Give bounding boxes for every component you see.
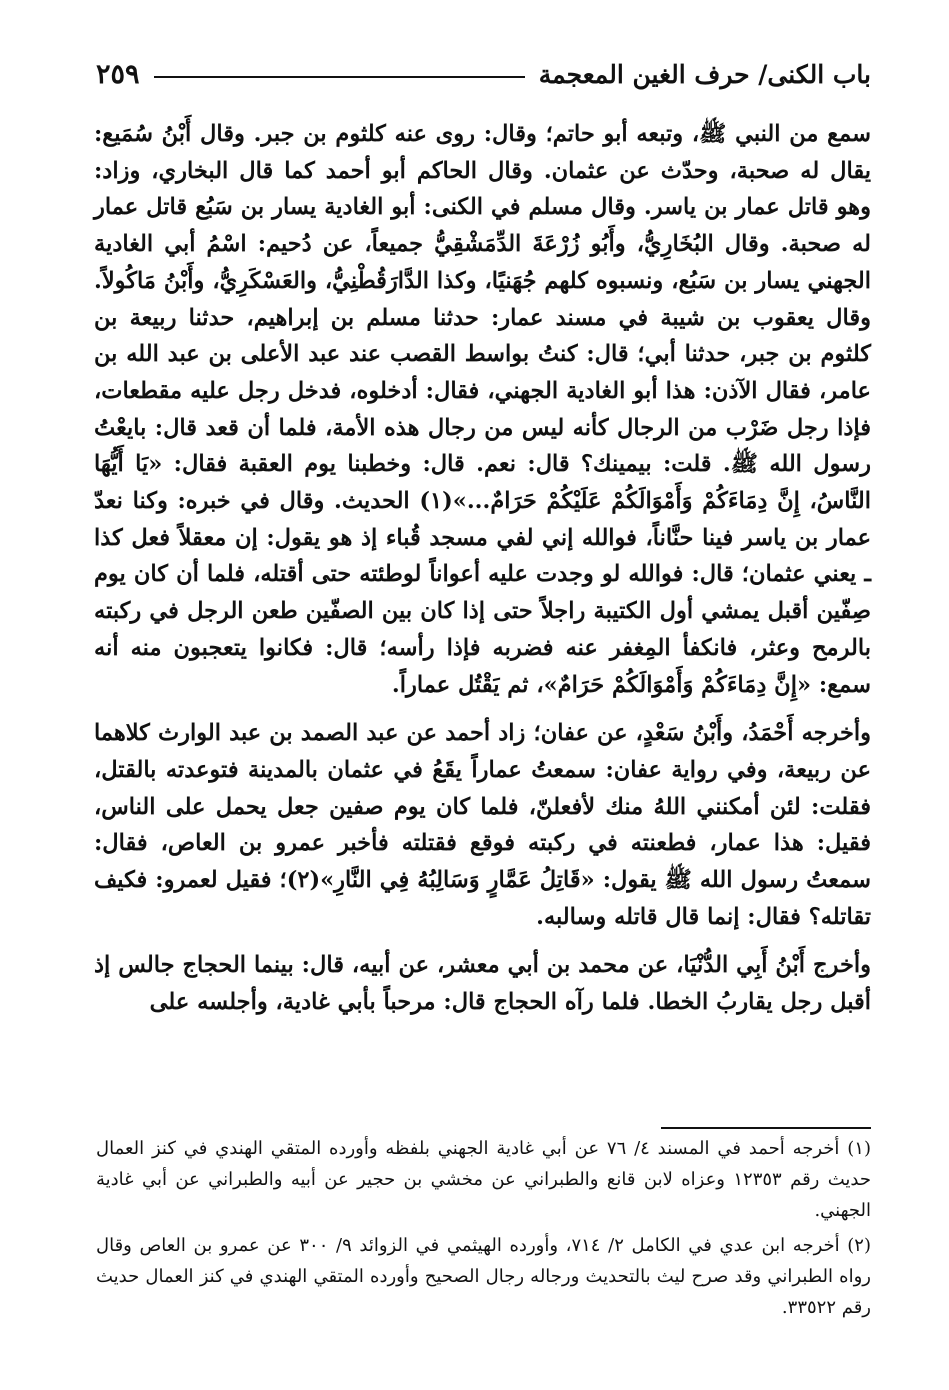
footnote-2: (٢) أخرجه ابن عدي في الكامل ٢/ ٧١٤، وأورده الهيثمي في الزوائد ٩/ ٣٠٠ عن عمرو بن العاص وقال رواه الطبراني وقد صرح ليث بالتحديث ورجاله رجال الصحيح وأورده المتقي الهندي في كنز العمال حديث رقم ٣٣٥٢٢. bbox=[96, 1235, 871, 1318]
paragraph-2: وأخرجه أَحْمَدُ، وأَبْنُ سَعْدٍ، عن عفان؛ زاد أحمد عن عبد الصمد بن عبد الوارث كلاهما عن ربيعة، وفي رواية عفان: سمعتُ عماراً يقَعُ في عثمان بالمدينة فتوعدته بالقتل، فقلت: لئن أمكنني اللهُ منك لأفعلنّ، فلما كان يوم صفين جعل يحمل على الناس، فقيل: هذا عمار، فطعنته في ركبته فوقع فقتلته فأخبر عمرو بن العاص، فقال: سمعتُ رسول الله ﷺ يقول: «قَاتِلُ عَمَّارٍ وَسَالِبُهُ فِي النَّارِ»(٢)؛ فقيل لعمرو: فكيف تقاتله؟ فقال: إنما قال قاتله وسالبه. bbox=[94, 720, 871, 930]
chapter-title: باب الكنى/ حرف الغين المعجمة bbox=[538, 59, 871, 89]
footnote-separator bbox=[661, 1127, 871, 1129]
page-number: ٢٥٩ bbox=[96, 58, 140, 90]
running-header bbox=[96, 52, 871, 96]
header-rule bbox=[154, 76, 525, 78]
main-text bbox=[94, 116, 871, 1021]
footnote-1: (١) أخرجه أحمد في المسند ٤/ ٧٦ عن أبي غادية الجهني بلفظه وأورده المتقي الهندي في كنز العمال حديث رقم ١٢٣٥٣ وعزاه لابن قانع والطبراني عن مخشي بن حجير عن أبيه والطبراني عن أبي غادية الجهني. bbox=[96, 1138, 871, 1221]
footnotes bbox=[96, 1133, 871, 1323]
paragraph-1: سمع من النبي ﷺ، وتبعه أبو حاتم؛ وقال: روى عنه كلثوم بن جبر. وقال أَبْنُ سُمَيع: يقال له صحبة، وحدّث عن عثمان. وقال الحاكم أبو أحمد كما قال البخاري، وزاد: وهو قاتل عمار بن ياسر. وقال مسلم في الكنى: أبو الغادية يسار بن سَبُع قاتل عمار له صحبة. وقال البُخَارِيُّ، وأَبُو زُرْعَةَ الدِّمَشْقِيُّ جميعاً، عن دُحيم: اسْمُ أبي الغادية الجهني يسار بن سَبُع، ونسبوه كلهم جُهَنيًا، وكذا الدَّارَقُطْنِيُّ، والعَسْكَرِيُّ، وأَبْنُ مَاكُولاً. وقال يعقوب بن شيبة في مسند عمار: حدثنا مسلم بن إبراهيم، حدثنا ربيعة بن كلثوم بن جبر، حدثنا أبي؛ قال: كنتُ بواسط القصب عند عبد الأعلى بن عبد الله بن عامر، فقال الآذن: هذا أبو الغادية الجهني، فقال: أدخلوه، فدخل رجل عليه مقطعات، فإذا رجل ضَرْب من الرجال كأنه ليس من رجال هذه الأمة، فلما أن قعد قال: بايعْتُ رسول الله ﷺ. قلت: بيمينك؟ قال: نعم. قال: وخطبنا يوم العقبة فقال: «يَا أَيُّهَا النَّاسُ، إِنَّ دِمَاءَكُمْ وَأَمْوَالَكُمْ عَلَيْكُمْ حَرَامٌ...»(١) الحديث. وقال في خبره: وكنا نعدّ عمار بن ياسر فينا حنَّاناً، فوالله إني لفي مسجد قُباء إذ هو يقول: إن معقلاً فعل كذا ـ يعني عثمان؛ قال: فوالله لو وجدت عليه أعواناً لوطئته حتى أقتله، فلما أن كان يوم صِفّين أقبل يمشي أول الكتيبة راجلاً حتى إذا كان بين الصفّين طعن الرجل في ركبته بالرمح وعثر، فانكفأ المِغفر عنه فضربه فإذا رأسه؛ قال: فكانوا يتعجبون منه أنه سمع: «إِنَّ دِمَاءَكُمْ وَأَمْوَالَكُمْ حَرَامٌ»، ثم يَقْتُل عماراً. bbox=[94, 121, 871, 698]
paragraph-3: وأخرج أَبْنُ أَبِي الدُّنْيَا، عن محمد بن أبي معشر، عن أبيه، قال: بينما الحجاج جالس إذ أقبل رجل يقاربُ الخطا. فلما رآه الحجاج قال: مرحباً بأبي غادية، وأجلسه على bbox=[94, 952, 871, 1016]
